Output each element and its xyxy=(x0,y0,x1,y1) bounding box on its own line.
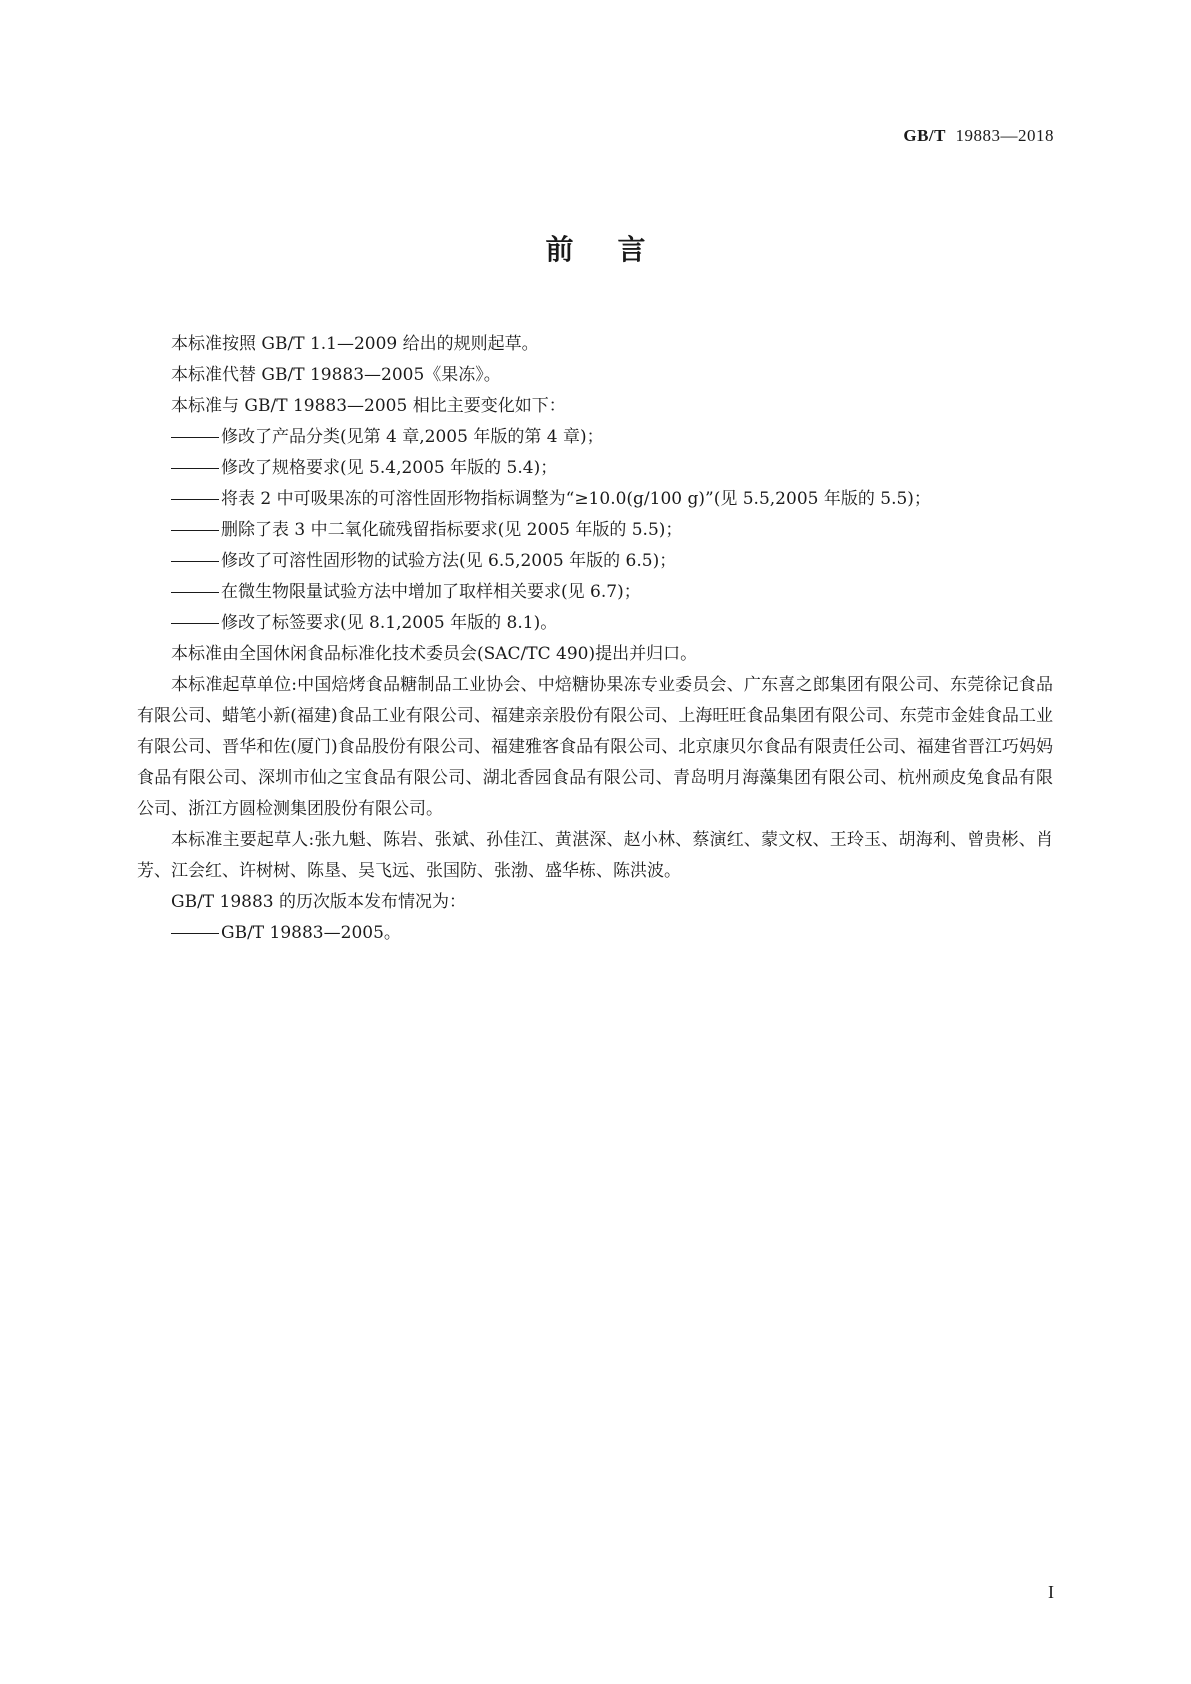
page-title: 前言 xyxy=(545,233,690,266)
dash-mark xyxy=(171,623,219,624)
standard-number: 19883—2018 xyxy=(955,126,1054,145)
change-item xyxy=(137,608,1053,639)
paragraph-drafters: 本标准主要起草人:张九魁、陈岩、张斌、孙佳江、黄湛深、赵小林、蔡演红、蒙文权、王玲玉、胡海利、曾贵彬、肖芳、江会红、许树树、陈垦、吴飞远、张国防、张渤、盛华栋、陈洪波。 xyxy=(137,830,1053,881)
dash-mark xyxy=(171,499,219,500)
change-item xyxy=(137,453,1053,484)
change-item-text: 修改了标签要求(见 8.1,2005 年版的 8.1)。 xyxy=(221,613,558,633)
change-item-text: 修改了可溶性固形物的试验方法(见 6.5,2005 年版的 6.5)； xyxy=(221,551,677,571)
dash-mark xyxy=(171,468,219,469)
change-item-text: 修改了产品分类(见第 4 章,2005 年版的第 4 章)； xyxy=(221,427,604,447)
change-item-text: 修改了规格要求(见 5.4,2005 年版的 5.4)； xyxy=(221,458,558,478)
dash-mark xyxy=(171,933,219,934)
change-item-text: 将表 2 中可吸果冻的可溶性固形物指标调整为“≥10.0(g/100 g)”(见 5.5,2005 年版的 5.5)； xyxy=(221,489,931,509)
change-item-text: 删除了表 3 中二氧化硫残留指标要求(见 2005 年版的 5.5)； xyxy=(221,520,683,540)
paragraph-changes-intro: 本标准与 GB/T 19883—2005 相比主要变化如下： xyxy=(171,396,566,416)
history-item-text: GB/T 19883—2005。 xyxy=(221,923,401,943)
change-item xyxy=(137,546,1053,577)
paragraph-drafting-rules: 本标准按照 GB/T 1.1—2009 给出的规则起草。 xyxy=(171,334,539,354)
standard-prefix: GB/T xyxy=(903,126,946,145)
paragraph-proposer: 本标准由全国休闲食品标准化技术委员会(SAC/TC 490)提出并归口。 xyxy=(171,644,698,664)
dash-mark xyxy=(171,437,219,438)
change-item xyxy=(137,422,1053,453)
paragraph-replaces: 本标准代替 GB/T 19883—2005《果冻》。 xyxy=(171,365,501,385)
page-number: I xyxy=(1048,1582,1054,1602)
dash-mark xyxy=(171,592,219,593)
standard-code xyxy=(903,126,1054,146)
paragraph-drafting-units: 本标准起草单位:中国焙烤食品糖制品工业协会、中焙糖协果冻专业委员会、广东喜之郎集团有限公司、东莞徐记食品有限公司、蜡笔小新(福建)食品工业有限公司、福建亲亲股份有限公司、上海旺旺食品集团有限公司、东莞市金娃食品工业有限公司、晋华和佐(厦门)食品股份有限公司、福建雅客食品有限公司、北京康贝尔食品有限责任公司、福建省晋江巧妈妈食品有限公司、深圳市仙之宝食品有限公司、湖北香园食品有限公司、青岛明月海藻集团有限公司、杭州顽皮兔食品有限公司、浙江方圆检测集团股份有限公司。 xyxy=(137,675,1053,819)
change-item xyxy=(137,484,1053,515)
change-item xyxy=(137,577,1053,608)
change-item-text: 在微生物限量试验方法中增加了取样相关要求(见 6.7)； xyxy=(221,582,641,602)
dash-mark xyxy=(171,561,219,562)
paragraph-history-intro: GB/T 19883 的历次版本发布情况为： xyxy=(171,892,467,912)
dash-mark xyxy=(171,530,219,531)
history-item xyxy=(137,918,1053,949)
foreword-body xyxy=(137,329,1053,949)
change-item xyxy=(137,515,1053,546)
